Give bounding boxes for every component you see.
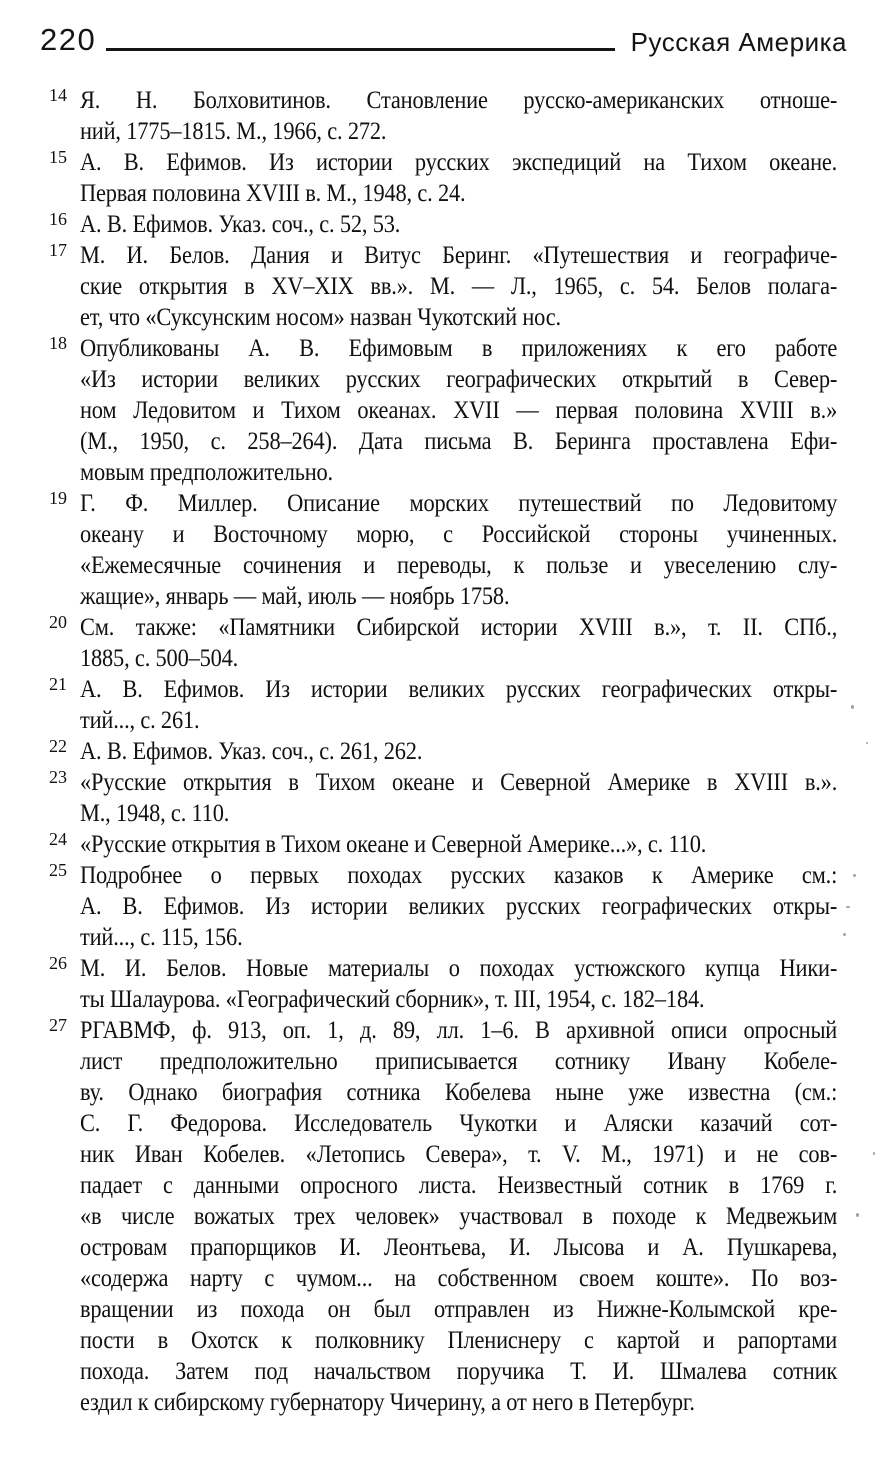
footnote-line: пости в Охотск к полковнику Плениснеру с картой и рапортами bbox=[80, 1327, 838, 1354]
footnote-line: океану и Восточному морю, с Российской стороны учиненных. bbox=[80, 521, 838, 548]
footnote-number: 22 bbox=[49, 736, 67, 756]
footnote-line: 1885, с. 500–504. bbox=[80, 645, 239, 672]
footnote-line: А. В. Ефимов. Указ. соч., с. 261, 262. bbox=[80, 738, 423, 765]
footnote-line: «Из истории великих русских географических открытий в Север- bbox=[80, 366, 838, 393]
scan-speck bbox=[856, 1213, 859, 1217]
footnote-line: мовым предположительно. bbox=[80, 459, 333, 486]
footnote-number: 18 bbox=[49, 333, 67, 353]
footnote-18 bbox=[49, 333, 838, 488]
footnote-14 bbox=[49, 85, 838, 147]
footnote-15 bbox=[49, 147, 838, 209]
footnote-line: М. И. Белов. Дания и Витус Беринг. «Путешествия и географиче- bbox=[80, 242, 838, 269]
footnote-line: М., 1948, с. 110. bbox=[80, 800, 230, 827]
scan-speck bbox=[853, 874, 856, 877]
footnote-number: 20 bbox=[49, 612, 67, 632]
footnote-number: 14 bbox=[49, 85, 67, 105]
page-header bbox=[40, 24, 847, 55]
footnote-line: Первая половина XVIII в. М., 1948, с. 24. bbox=[80, 180, 466, 207]
footnote-number: 26 bbox=[49, 953, 67, 973]
footnote-26 bbox=[49, 953, 838, 1015]
footnote-line: «Русские открытия в Тихом океане и Северной Америке в XVIII в.». bbox=[80, 769, 838, 796]
scan-speck bbox=[866, 742, 868, 744]
footnote-21 bbox=[49, 674, 838, 736]
footnote-line: А. В. Ефимов. Указ. соч., с. 52, 53. bbox=[80, 211, 401, 238]
footnote-line: ном Ледовитом и Тихом океанах. XVII — первая половина XVIII в.» bbox=[80, 397, 838, 424]
scan-speck bbox=[846, 906, 850, 908]
header-rule bbox=[106, 48, 614, 51]
footnote-line: Подробнее о первых походах русских казаков к Америке см.: bbox=[80, 862, 838, 889]
footnote-number: 24 bbox=[49, 829, 67, 849]
footnote-line: тий..., с. 261. bbox=[80, 707, 200, 734]
page-number: 220 bbox=[40, 22, 97, 57]
footnote-line: РГАВМФ, ф. 913, оп. 1, д. 89, лл. 1–6. В архивной описи опросный bbox=[80, 1017, 838, 1044]
footnote-line: «содержа нарту с чумом... на собственном своем коште». По воз- bbox=[80, 1265, 838, 1292]
footnote-22 bbox=[49, 736, 837, 767]
footnote-line: ний, 1775–1815. М., 1966, с. 272. bbox=[80, 118, 387, 145]
footnote-line: тий..., с. 115, 156. bbox=[80, 924, 243, 951]
footnote-line: А. В. Ефимов. Из истории великих русских географических откры- bbox=[80, 893, 838, 920]
footnote-19 bbox=[49, 488, 838, 612]
footnote-line: вращении из похода он был отправлен из Нижне-Колымской кре- bbox=[80, 1296, 838, 1323]
footnote-line: похода. Затем под начальством поручика Т. И. Шмалева сотник bbox=[80, 1358, 838, 1385]
footnote-line: (М., 1950, с. 258–264). Дата письма В. Беринга проставлена Ефи- bbox=[80, 428, 838, 455]
footnote-line: ник Иван Кобелев. «Летопись Севера», т. V. М., 1971) и не сов- bbox=[80, 1141, 838, 1168]
footnote-line: С. Г. Федорова. Исследователь Чукотки и Аляски казачий сот- bbox=[80, 1110, 838, 1137]
footnote-line: «Ежемесячные сочинения и переводы, к пользе и увеселению слу- bbox=[80, 552, 838, 579]
footnote-line: А. В. Ефимов. Из истории русских экспедиций на Тихом океане. bbox=[80, 149, 838, 176]
footnote-number: 27 bbox=[49, 1015, 67, 1035]
footnote-line: А. В. Ефимов. Из истории великих русских географических откры- bbox=[80, 676, 838, 703]
footnote-line: ты Шалаурова. «Географический сборник», т. III, 1954, с. 182–184. bbox=[80, 986, 705, 1013]
footnote-line: Г. Ф. Миллер. Описание морских путешествий по Ледовитому bbox=[80, 490, 838, 517]
footnote-line: «в числе вожатых трех человек» участвовал в походе к Медвежьим bbox=[80, 1203, 838, 1230]
footnote-line: лист предположительно приписывается сотнику Ивану Кобеле- bbox=[80, 1048, 838, 1075]
footnote-line: падает с данными опросного листа. Неизвестный сотник в 1769 г. bbox=[80, 1172, 838, 1199]
footnote-24 bbox=[49, 829, 837, 860]
footnote-20 bbox=[49, 612, 838, 674]
footnote-line: островам прапорщиков И. Леонтьева, И. Лысова и А. Пушкарева, bbox=[80, 1234, 838, 1261]
footnote-number: 16 bbox=[49, 209, 67, 229]
footnote-line: М. И. Белов. Новые материалы о походах устюжского купца Ники- bbox=[80, 955, 838, 982]
footnote-number: 19 bbox=[49, 488, 67, 508]
footnote-line: ет, что «Суксунским носом» назван Чукотский нос. bbox=[80, 304, 561, 331]
footnote-17 bbox=[49, 240, 838, 333]
footnote-number: 15 bbox=[49, 147, 67, 167]
footnote-number: 17 bbox=[49, 240, 67, 260]
footnote-line: См. также: «Памятники Сибирской истории XVIII в.», т. II. СПб., bbox=[80, 614, 838, 641]
footnote-16 bbox=[49, 209, 837, 240]
footnote-line: ву. Однако биография сотника Кобелева ныне уже известна (см.: bbox=[80, 1079, 838, 1106]
footnote-number: 23 bbox=[49, 767, 67, 787]
footnote-number: 21 bbox=[49, 674, 67, 694]
scan-speck bbox=[873, 1152, 875, 1155]
footnote-25 bbox=[49, 860, 838, 953]
footnote-number: 25 bbox=[49, 860, 67, 880]
footnote-line: жащие», январь — май, июль — ноябрь 1758. bbox=[80, 583, 510, 610]
footnote-line: Опубликованы А. В. Ефимовым в приложениях к его работе bbox=[80, 335, 838, 362]
footnote-line: ские открытия в XV–XIX вв.». М. — Л., 1965, с. 54. Белов полага- bbox=[80, 273, 838, 300]
scan-speck bbox=[843, 933, 846, 936]
footnote-line: ездил к сибирскому губернатору Чичерину, а от него в Петербург. bbox=[80, 1389, 695, 1416]
footnote-27 bbox=[49, 1015, 838, 1418]
footnote-line: «Русские открытия в Тихом океане и Северной Америке...», с. 110. bbox=[80, 831, 707, 858]
footnote-23 bbox=[49, 767, 838, 829]
scan-speck bbox=[851, 705, 854, 709]
running-title: Русская Америка bbox=[630, 27, 847, 57]
footnote-line: Я. Н. Болховитинов. Становление русско-американских отноше- bbox=[80, 87, 838, 114]
footnotes-list bbox=[49, 85, 838, 1418]
